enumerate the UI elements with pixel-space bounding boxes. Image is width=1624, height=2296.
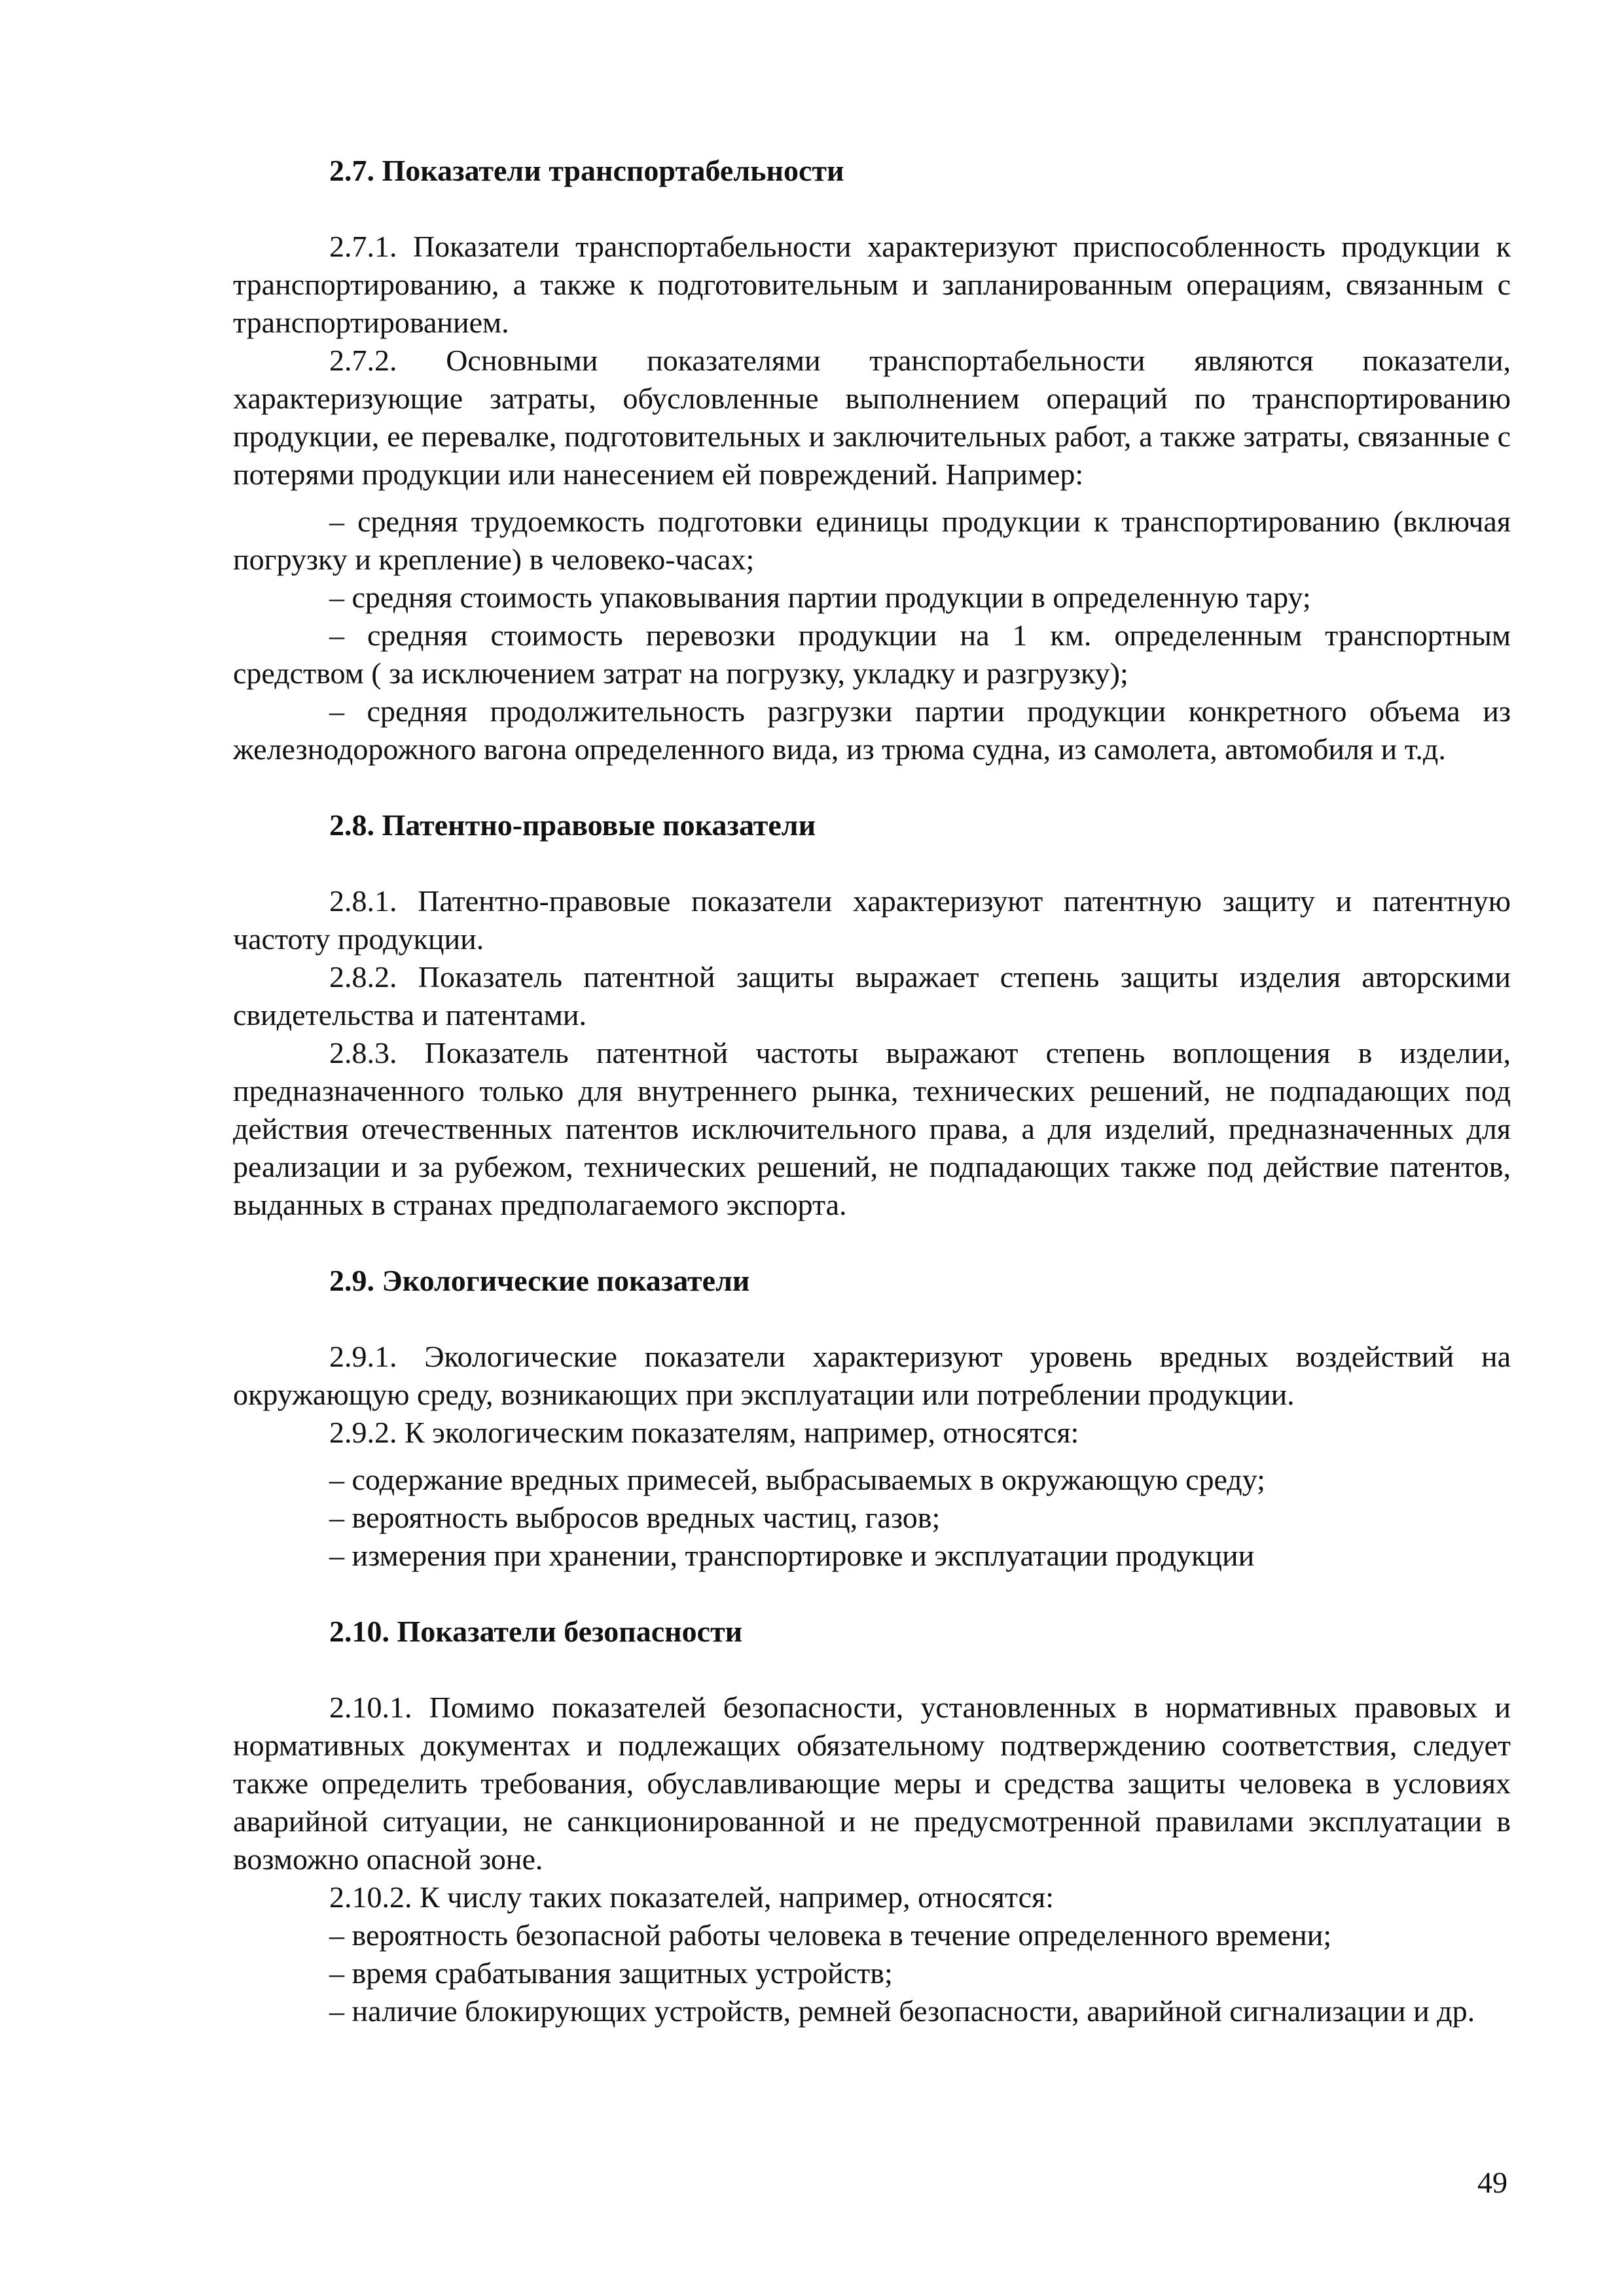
- section-heading: 2.10. Показатели безопасности: [329, 1615, 743, 1648]
- paragraph: 2.9.1. Экологические показатели характеризуют уровень вредных воздействий на окружающую среду, возникающих при эксплуатации или потреблении продукции.: [233, 1340, 1511, 1411]
- section-heading: 2.7. Показатели транспортабельности: [329, 154, 844, 187]
- paragraph: 2.8.2. Показатель патентной защиты выражает степень защиты изделия авторскими свидетельства и патентами.: [233, 960, 1511, 1031]
- paragraph: 2.9.2. К экологическим показателям, например, относятся:: [329, 1416, 1079, 1449]
- paragraph: 2.10.1. Помимо показателей безопасности, установленных в нормативных правовых и нормативных документах и подлежащих обязательному подтверждению соответствия, следует также определить требования, обуславливающие меры и средства защиты человека в условиях аварийной ситуации, не санкционированной и не предусмотренной правилами эксплуатации в возможно опасной зоне.: [233, 1691, 1511, 1876]
- list-item: – средняя продолжительность разгрузки партии продукции конкретного объема из железнодорожного вагона определенного вида, из трюма судна, из самолета, автомобиля и т.д.: [233, 694, 1511, 766]
- paragraph: 2.8.3. Показатель патентной частоты выражают степень воплощения в изделии, предназначенного только для внутреннего рынка, технических решений, не подпадающих под действия отечественных патентов исключительного права, а для изделий, предназначенных для реализации и за рубежом, технических решений, не подпадающих также под действие патентов, выданных в странах предполагаемого экспорта.: [233, 1036, 1511, 1221]
- page-content: [233, 152, 1511, 2030]
- paragraph: 2.7.2. Основными показателями транспортабельности являются показатели, характеризующие затраты, обусловленные выполнением операций по транспортированию продукции, ее перевалке, подготовительных и заключительных работ, а также затраты, связанные с потерями продукции или нанесением ей повреждений. Например:: [233, 344, 1511, 491]
- list-item: – средняя трудоемкость подготовки единицы продукции к транспортированию (включая погрузку и крепление) в человеко-часах;: [233, 505, 1511, 576]
- list-item: – средняя стоимость упаковывания партии продукции в определенную тару;: [329, 581, 1311, 614]
- list-item: – средняя стоимость перевозки продукции на 1 км. определенным транспортным средством ( за исключением затрат на погрузку, укладку и разгрузку);: [233, 619, 1511, 690]
- list-item: – измерения при хранении, транспортировке и эксплуатации продукции: [329, 1539, 1255, 1572]
- paragraph: 2.8.1. Патентно-правовые показатели характеризуют патентную защиту и патентную частоту продукции.: [233, 884, 1511, 956]
- paragraph: 2.7.1. Показатели транспортабельности характеризуют приспособленность продукции к транспортированию, а также к подготовительным и запланированным операциям, связанным с транспортированием.: [233, 230, 1511, 339]
- section-heading: 2.9. Экологические показатели: [329, 1264, 750, 1297]
- section-heading: 2.8. Патентно-правовые показатели: [329, 808, 816, 842]
- list-item: – время срабатывания защитных устройств;: [329, 1956, 893, 1990]
- list-item: – вероятность безопасной работы человека в течение определенного времени;: [329, 1918, 1332, 1952]
- list-item: – вероятность выбросов вредных частиц, газов;: [329, 1501, 941, 1534]
- list-item: – наличие блокирующих устройств, ремней безопасности, аварийной сигнализации и др.: [329, 1994, 1475, 2028]
- list-item: – содержание вредных примесей, выбрасываемых в окружающую среду;: [329, 1463, 1265, 1496]
- page-number: 49: [1477, 2166, 1507, 2199]
- paragraph: 2.10.2. К числу таких показателей, например, относятся:: [329, 1880, 1054, 1914]
